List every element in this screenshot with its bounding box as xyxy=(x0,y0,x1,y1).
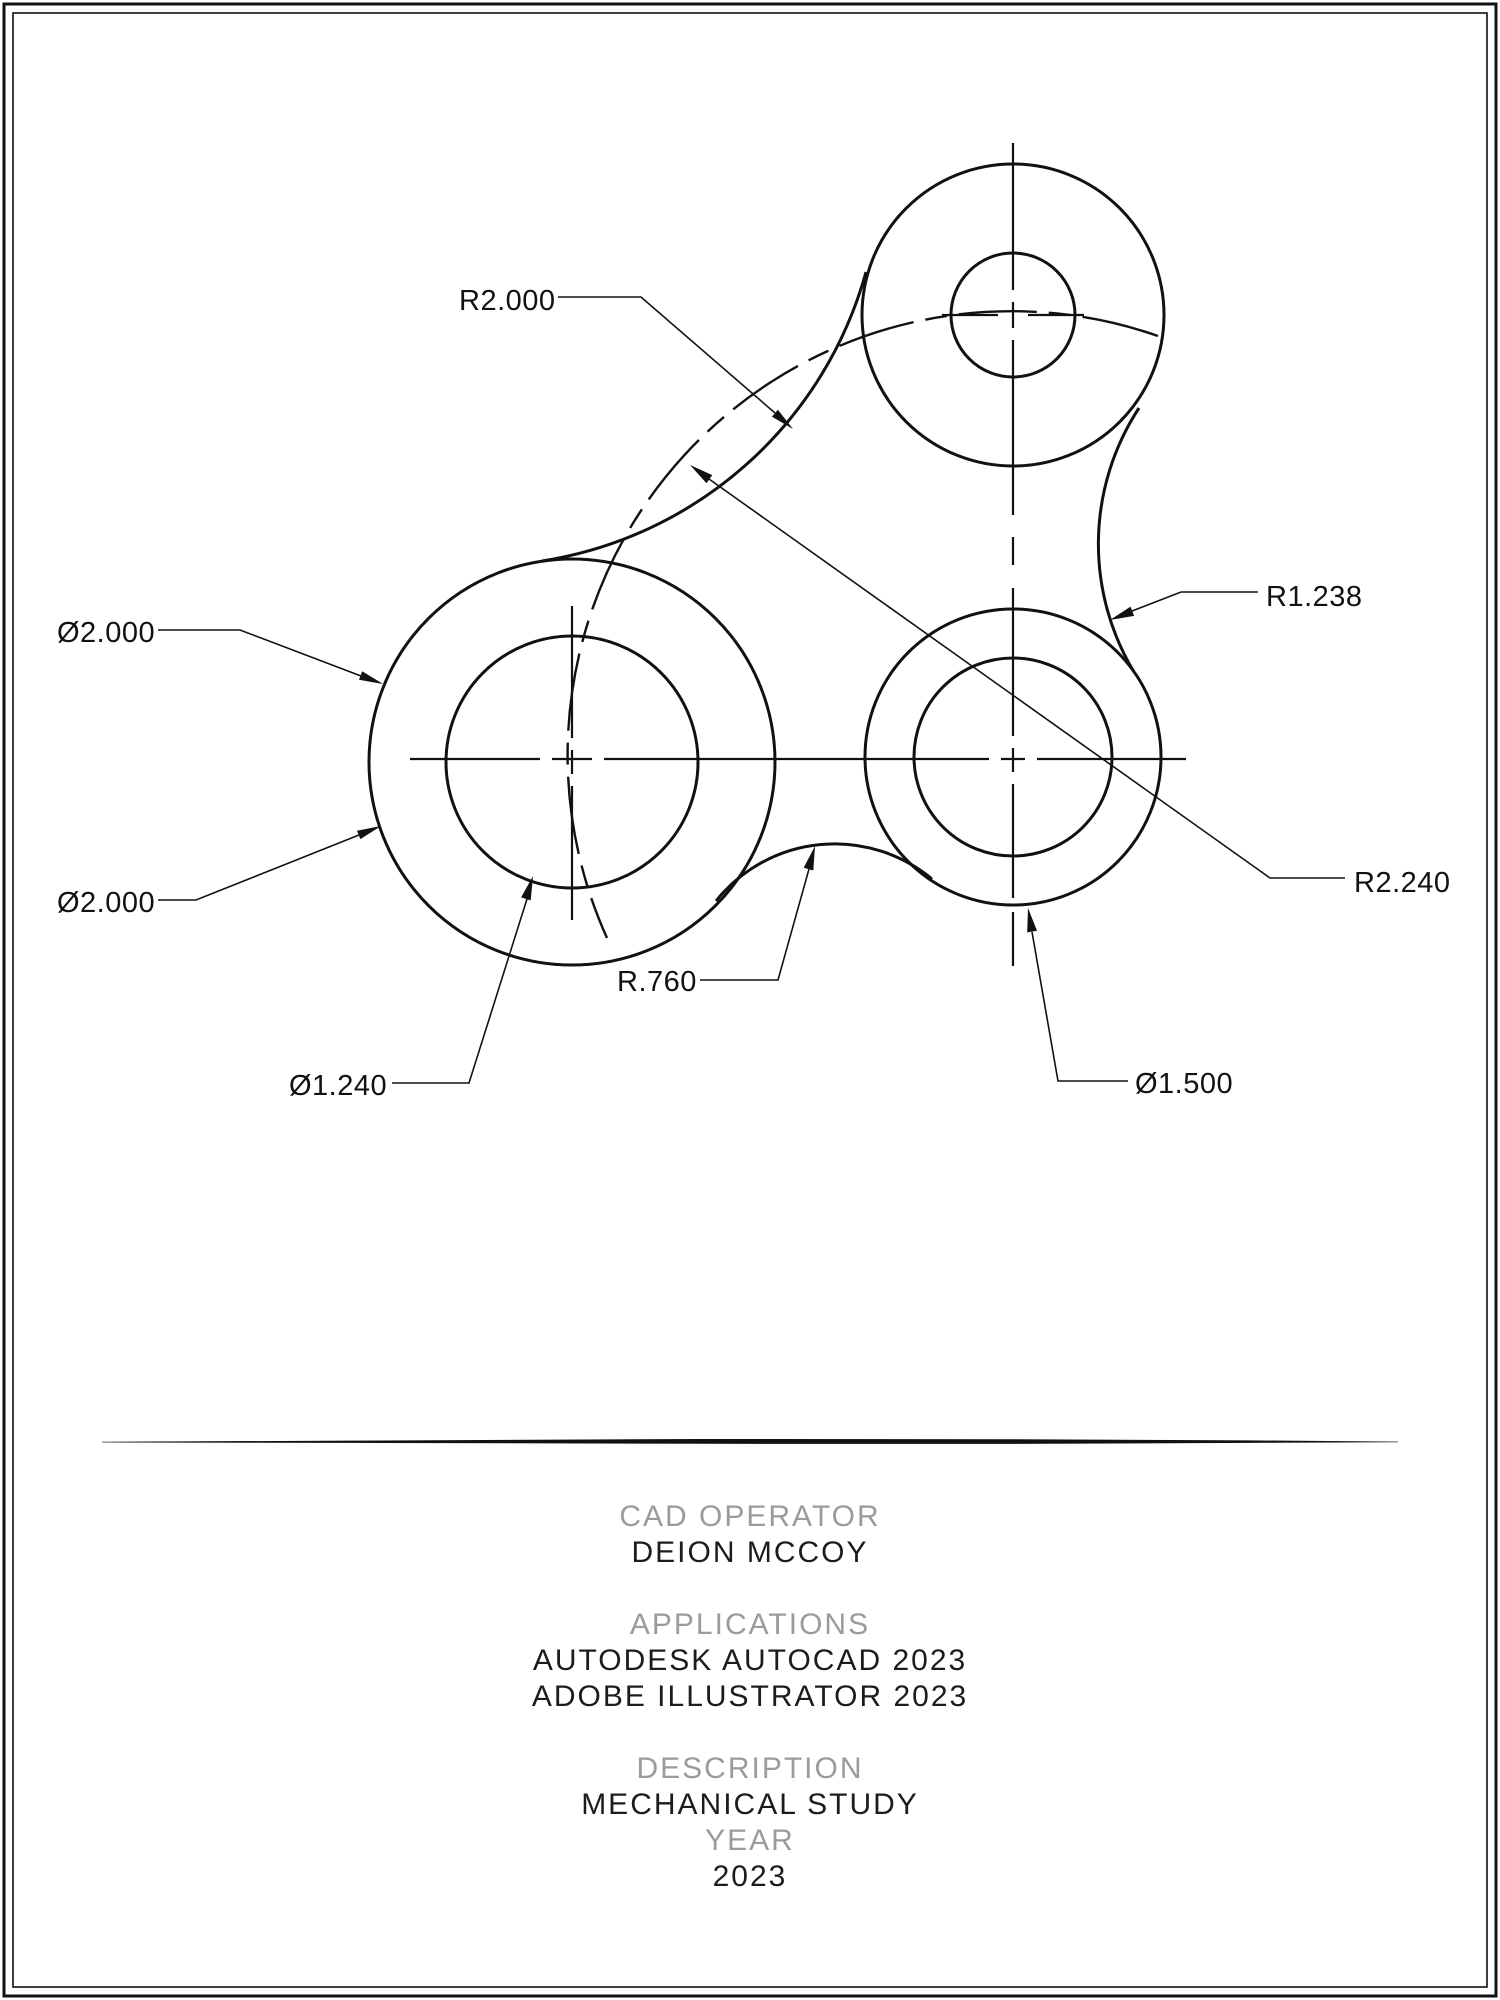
leader-r760 xyxy=(700,869,809,980)
dim-label-dia1500: Ø1.500 xyxy=(1135,1068,1234,1100)
leader-dia2000-lower xyxy=(158,835,359,900)
arrowhead-r1238 xyxy=(1110,607,1134,620)
title-section-applications xyxy=(0,1607,1500,1715)
dim-label-r1238: R1.238 xyxy=(1266,581,1363,613)
title-section-description xyxy=(0,1751,1500,1823)
arrowhead-dia2000-upper xyxy=(359,671,383,684)
title-section-year xyxy=(0,1823,1500,1895)
dim-label-dia2000-lower: Ø2.000 xyxy=(57,887,156,919)
title-block xyxy=(0,1499,1500,1895)
arrowhead-r760 xyxy=(804,846,815,871)
title-heading-description: DESCRIPTION xyxy=(636,1752,864,1785)
title-value-application-2: ADOBE ILLUSTRATOR 2023 xyxy=(531,1680,969,1713)
leader-r1238 xyxy=(1132,592,1258,611)
title-divider-line xyxy=(102,1439,1398,1444)
title-value-description: MECHANICAL STUDY xyxy=(581,1788,919,1821)
leader-r2240 xyxy=(709,479,1345,878)
leader-arrowheads xyxy=(357,410,1134,933)
leader-dia1240 xyxy=(392,899,527,1083)
fillet-arc-r1238 xyxy=(1098,408,1139,672)
leader-dia1500 xyxy=(1032,932,1128,1081)
dimension-leaders xyxy=(158,297,1345,1083)
dim-label-dia1240: Ø1.240 xyxy=(289,1070,388,1102)
title-heading-applications: APPLICATIONS xyxy=(629,1608,871,1641)
title-value-year: 2023 xyxy=(712,1860,788,1893)
title-heading-year: YEAR xyxy=(705,1824,795,1857)
title-heading-cad-operator: CAD OPERATOR xyxy=(619,1500,881,1533)
leader-r2000 xyxy=(558,297,775,413)
title-section-cad-operator xyxy=(0,1499,1500,1571)
dim-label-r2000: R2.000 xyxy=(459,285,556,317)
title-value-application-1: AUTODESK AUTOCAD 2023 xyxy=(532,1644,968,1677)
construction-arc-r2240-dashed xyxy=(568,311,1158,938)
dim-label-dia2000-upper: Ø2.000 xyxy=(57,617,156,649)
title-value-cad-operator: DEION MCCOY xyxy=(631,1536,869,1569)
centerlines xyxy=(410,143,1186,966)
arrowhead-dia2000-lower xyxy=(357,826,381,839)
arrowhead-r2240 xyxy=(690,465,712,483)
arrowhead-dia1500 xyxy=(1027,908,1037,933)
dim-label-r2240: R2.240 xyxy=(1354,867,1451,899)
fillet-arc-r2000 xyxy=(542,272,866,561)
leader-dia2000-upper xyxy=(158,630,361,676)
dim-label-r760: R.760 xyxy=(617,966,697,998)
